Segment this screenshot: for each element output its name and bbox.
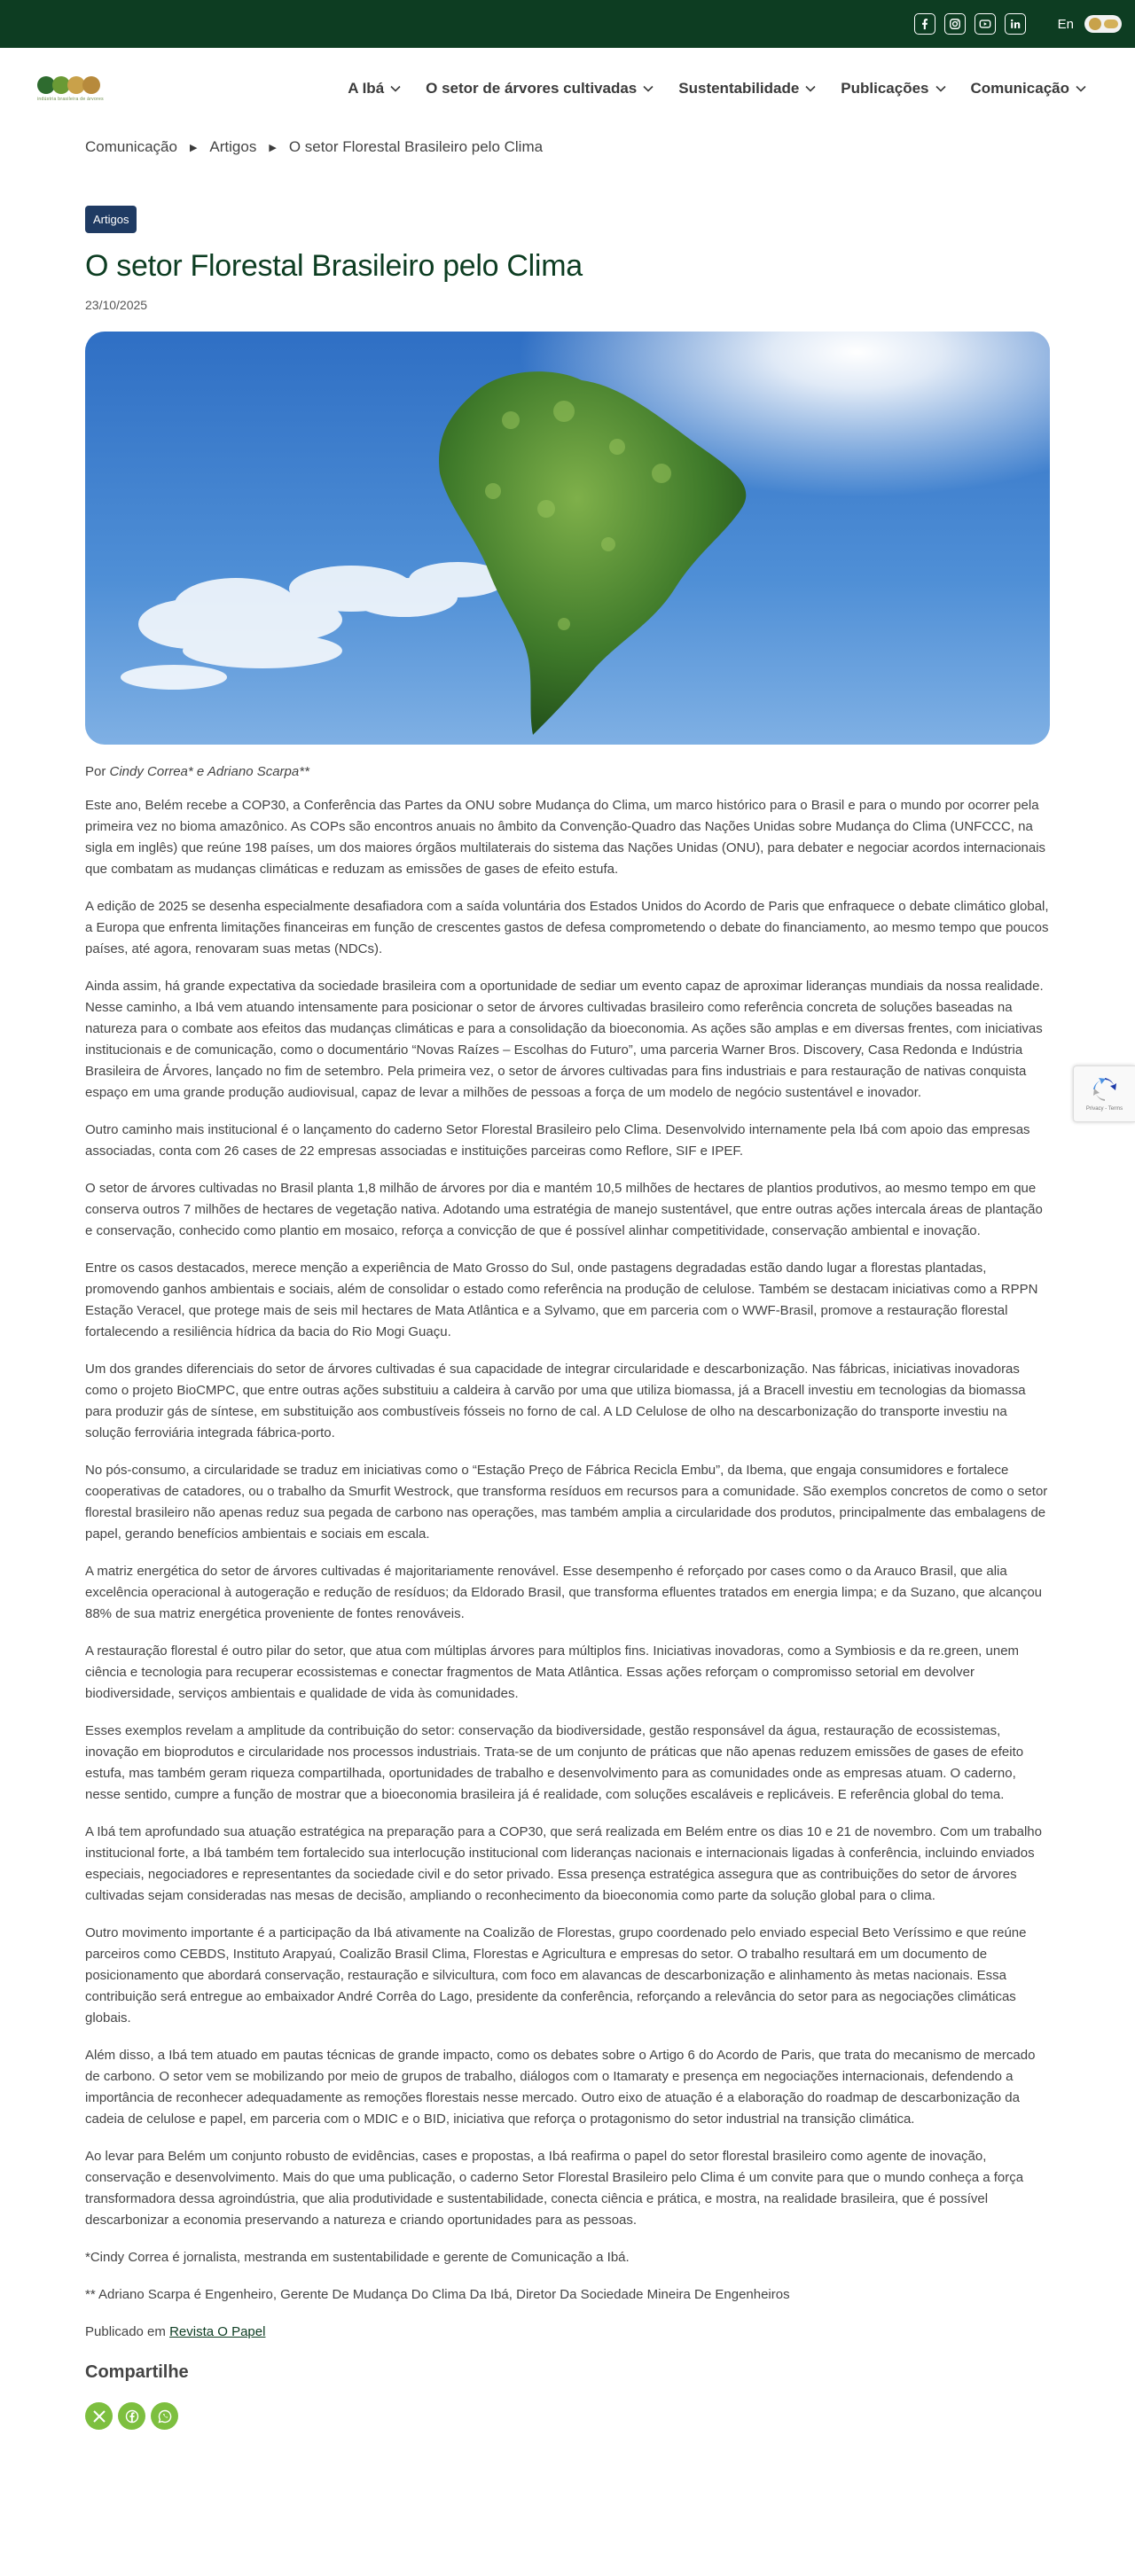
article-paragraph: A restauração florestal é outro pilar do setor, que atua com múltiplas árvores para múltiplos fins. Iniciativas inovadoras, como a Symbiosis e da re.green, unem ciência e tecnologia para recuperar ecossistemas e conectar fragmentos de Mata Atlântica. Essas ações reforçam o compromisso setorial em devolver biodiversidade, serviços ambientais e qualidade de vida às comunidades. xyxy=(85,1643,1020,1701)
toggle-fill xyxy=(1104,20,1118,28)
article-paragraph: Entre os casos destacados, merece menção a experiência de Mato Grosso do Sul, onde pastagens degradadas estão dando lugar a florestas plantadas, promovendo ganhos ambientais e sociais, além de consolidar o estado como referência na produção de celulose. Também se destacam iniciativas como a RPPN Estação Veracel, que protege mais de seis mil hectares de Mata Atlântica e a Sylvamo, que em parceria com o WWF-Brasil, promove a restauração florestal fortalecendo a resiliência hídrica da bacia do Rio Mogi Guaçu. xyxy=(85,1261,1038,1339)
nav-label: A Ibá xyxy=(348,80,385,97)
nav-label: Sustentabilidade xyxy=(678,80,800,97)
recaptcha-badge[interactable] xyxy=(1073,1066,1135,1122)
article-paragraph: Este ano, Belém recebe a COP30, a Conferência das Partes da ONU sobre Mudança do Clima, um marco histórico para o Brasil e para o mundo por ocorrer pela primeira vez no bioma amazônico. As COPs são encontros anuais no âmbito da Convenção-Quadro das Nações Unidas sobre Mudança do Clima (UNFCCC, na sigla em inglês) que reúne 198 países, um dos maiores órgãos multilaterais do sistema das Nações Unidas (ONU), para debater e negociar acordos internacionais que combatam as mudanças climáticas e reduzam as emissões de gases de efeito estufa. xyxy=(85,798,1046,877)
share-buttons xyxy=(85,2402,1050,2430)
breadcrumb-current: O setor Florestal Brasileiro pelo Clima xyxy=(288,138,544,155)
nav-setor[interactable] xyxy=(426,80,654,98)
article-paragraph: No pós-consumo, a circularidade se traduz em iniciativas como o “Estação Preço de Fábrica Recicla Embu”, da Ibema, que engaja consumidores e fortalece cooperativas de catadores, ou o trabalho da Smurfit Westrock, que transforma resíduos em recursos para a comunidade. São exemplos concretos de como o setor florestal brasileiro não apenas reduz sua pegada de carbono nas operações, mas também amplia a circularidade dos produtos, principalmente das embalagens de papel, gerando benefícios ambientais e sociais em escala. xyxy=(85,1463,1048,1542)
article-paragraph: O setor de árvores cultivadas no Brasil planta 1,8 milhão de árvores por dia e mantém 10,5 milhões de hectares de plantios produtivos, ao mesmo tempo em que conserva outros 7 milhões de hectares de vegetação nativa. Adotando uma estratégia de manejo sustentável, que entre outras ações intercala áreas de plantação e conservação, conhecido como plantio em mosaico, reforça a convicção de que é possível alinhar competitividade, conservação ambiental e inovação. xyxy=(85,1181,1043,1238)
article-paragraph: Ainda assim, há grande expectativa da sociedade brasileira com a oportunidade de sediar um evento capaz de aproximar lideranças mundiais da nossa realidade. Nesse caminho, a Ibá vem atuando intensamente para posicionar o setor de árvores cultivadas brasileiro como referência concreta de soluções baseadas na natureza para o combate aos efeitos das mudanças climáticas e para a consolidação da bioeconomia. As ações são amplas e em diversas frentes, com iniciativas institucionais e de comunicação, como o documentário “Novas Raízes – Escolhas do Futuro”, uma parceria Warner Bros. Discovery, Casa Redonda e Indústria Brasileira de Árvores, lançado no fim de setembro. Pela primeira vez, o setor de árvores cultivadas para fins industriais e para restauração de nativas conquista espaço em uma grande produção audiovisual, capaz de levar a milhões de pessoas a força de um modelo de negócio sustentável e inovador. xyxy=(85,979,1044,1100)
article-paragraph: A Ibá tem aprofundado sua atuação estratégica na preparação para a COP30, que será realizada em Belém entre os dias 10 e 21 de novembro. Com um trabalho institucional forte, a Ibá também tem fortalecido sua interlocução institucional com lideranças nacionais e internacionais ligadas à conferência, incluindo enviados especiais, negociadores e representantes da sociedade civil e do setor privado. Essa presença estratégica assegura que as contribuições do setor de árvores cultivadas sejam consideradas nas mesas de decisão, ampliando o reconhecimento da bioeconomia como parte da solução global para o clima. xyxy=(85,1824,1042,1903)
language-label: En xyxy=(1057,16,1074,32)
nav-comunicacao[interactable] xyxy=(971,80,1086,98)
nav-label: Comunicação xyxy=(970,80,1069,97)
article-paragraph: Outro caminho mais institucional é o lançamento do caderno Setor Florestal Brasileiro pelo Clima. Desenvolvido internamente pela Ibá com apoio das empresas associadas, conta com 26 cases de 22 empresas associadas e instituições parceiras como Reflore, SIF e IPEF. xyxy=(85,1122,1030,1159)
page-title: O setor Florestal Brasileiro pelo Clima xyxy=(85,249,583,283)
publish-date: 23/10/2025 xyxy=(85,298,148,312)
main-nav xyxy=(348,80,1086,98)
linkedin-icon[interactable] xyxy=(1005,13,1026,35)
facebook-icon[interactable] xyxy=(118,2402,145,2430)
nav-publicacoes[interactable] xyxy=(841,80,945,98)
published-link[interactable]: Revista O Papel xyxy=(169,2324,266,2339)
article-paragraph: A edição de 2025 se desenha especialmente desafiadora com a saída voluntária dos Estados Unidos do Acordo de Paris que enfraquece o debate climático global, a Europa que enfrenta limitações financeiras em função de crescentes gastos de defesa comprometendo o debate do financiamento, ao mesmo tempo que poucos países, até agora, renovaram suas metas (NDCs). xyxy=(85,899,1049,956)
breadcrumb-artigos[interactable]: Artigos xyxy=(209,138,257,155)
author-note: *Cindy Correa é jornalista, mestranda em sustentabilidade e gerente de Comunicação a Ibá. xyxy=(85,2250,630,2265)
published-in xyxy=(85,2322,1050,2343)
chevron-down-icon xyxy=(643,85,654,92)
youtube-icon[interactable] xyxy=(975,13,996,35)
article-paragraph: A matriz energética do setor de árvores cultivadas é majoritariamente renovável. Esse desempenho é reforçado por cases como o da Arauco Brasil, que alia excelência operacional à autogeração e redução de resíduos; da Eldorado Brasil, que transforma efluentes tratados em energia limpa; e da Suzano, que alcançou 88% de sua matriz energética proveniente de fontes renováveis. xyxy=(85,1564,1043,1621)
article-paragraph: Esses exemplos revelam a amplitude da contribuição do setor: conservação da biodiversidade, gestão responsável da água, restauração de ecossistemas, inovação em bioprodutos e circularidade nos processos industriais. Trata-se de um conjunto de práticas que não apenas reduzem emissões de gases de efeito estufa, mas também geram riqueza compartilhada, oportunidades de trabalho e desenvolvimento para as comunidades onde as empresas atuam. O caderno, nesse sentido, cumpre a função de mostrar que a bioeconomia brasileira já é realidade, com soluções escaláveis e replicáveis. E referência global do tema. xyxy=(85,1723,1024,1802)
caret-right-icon: ▶ xyxy=(269,142,277,153)
byline-authors: Cindy Correa* e Adriano Scarpa** xyxy=(109,764,309,779)
toggle-knob xyxy=(1089,18,1101,30)
instagram-icon[interactable] xyxy=(944,13,966,35)
byline-prefix: Por xyxy=(85,764,110,779)
chevron-down-icon xyxy=(805,85,816,92)
chevron-down-icon xyxy=(935,85,946,92)
byline xyxy=(85,764,1050,779)
nav-label: O setor de árvores cultivadas xyxy=(426,80,638,97)
recaptcha-icon xyxy=(1092,1076,1118,1103)
iba-logo[interactable] xyxy=(37,76,104,102)
caret-right-icon: ▶ xyxy=(189,142,198,153)
share-title: Compartilhe xyxy=(85,2362,189,2382)
breadcrumb-comunicacao[interactable]: Comunicação xyxy=(85,138,177,155)
article-paragraph: Ao levar para Belém um conjunto robusto de evidências, cases e propostas, a Ibá reafirma o papel do setor florestal brasileiro como agente de inovação, conservação e desenvolvimento. Mais do que uma publicação, o caderno Setor Florestal Brasileiro pelo Clima é um convite para que o mundo conheça a força transformadora dessa agroindústria, que alia produtividade e sustentabilidade, conecta ciência e prática, e mostra, na realidade brasileira, que é possível descarbonizar a economia preservando a natureza e criando oportunidades para as pessoas. xyxy=(85,2149,1024,2228)
hero-image xyxy=(85,332,1050,745)
chevron-down-icon xyxy=(390,85,401,92)
author-note: ** Adriano Scarpa é Engenheiro, Gerente De Mudança Do Clima Da Ibá, Diretor Da Sociedade Mineira De Engenheiros xyxy=(85,2287,790,2302)
x-icon[interactable] xyxy=(85,2402,113,2430)
article-paragraph: Outro movimento importante é a participação da Ibá ativamente na Coalizão de Florestas, grupo coordenado pelo enviado especial Beto Veríssimo e que reúne parceiros como CEBDS, Instituto Arapyaú, Coalizão Brasil Clima, Florestas e Agricultura e empresas do setor. O trabalho resultará em um documento de posicionamento que abordará conservação, restauração e silvicultura, com foco em alavancas de descarbonização e alinhamento às metas nacionais. Essa contribuição será entregue ao embaixador André Corrêa do Lago, presidente da conferência, reforçando a relevância do setor para as negociações climáticas globais. xyxy=(85,1925,1027,2026)
logo-mark xyxy=(37,76,98,94)
category-badge[interactable]: Artigos xyxy=(85,206,137,233)
published-prefix: Publicado em xyxy=(85,2324,170,2339)
article-paragraph: Um dos grandes diferenciais do setor de árvores cultivadas é sua capacidade de integrar circularidade e descarbonização. Nas fábricas, iniciativas inovadoras como o projeto BioCMPC, que entre outras ações substituiu a caldeira à carvão por uma que utiliza biomassa, já a Bracell investiu em tecnologias da biomassa para produzir gás de síntese, em substituição aos combustíveis fósseis no forno de cal. A LD Celulose de olho na descarbonização do transporte investiu na solução ferroviária integrada fábrica-porto. xyxy=(85,1362,1026,1440)
logo-tagline: indústria brasileira de árvores xyxy=(37,96,104,102)
facebook-icon[interactable] xyxy=(914,13,935,35)
article xyxy=(0,156,1135,2447)
language-toggle[interactable] xyxy=(1084,15,1122,33)
top-bar xyxy=(0,0,1135,48)
whatsapp-icon[interactable] xyxy=(151,2402,178,2430)
nav-a-iba[interactable] xyxy=(348,80,401,98)
nav-label: Publicações xyxy=(841,80,929,97)
site-header xyxy=(0,48,1135,129)
nav-sustentabilidade[interactable] xyxy=(678,80,816,98)
breadcrumb xyxy=(0,129,1135,156)
article-paragraph: Além disso, a Ibá tem atuado em pautas técnicas de grande impacto, como os debates sobre o Artigo 6 do Acordo de Paris, que trata do mecanismo de mercado de carbono. O setor vem se mobilizando por meio de grupos de trabalho, diálogos com o Itamaraty e presença em negociações internacionais, defendendo a importância de reconhecer adequadamente as remoções florestais nesse mercado. Outro eixo de atuação é a elaboração do roadmap de descarbonização da cadeia de celulose e papel, em parceria com o MDIC e o BID, iniciativa que reforça o protagonismo do setor industrial na transição climática. xyxy=(85,2048,1036,2127)
chevron-down-icon xyxy=(1076,85,1086,92)
recaptcha-text: Privacy - Terms xyxy=(1085,1106,1123,1112)
